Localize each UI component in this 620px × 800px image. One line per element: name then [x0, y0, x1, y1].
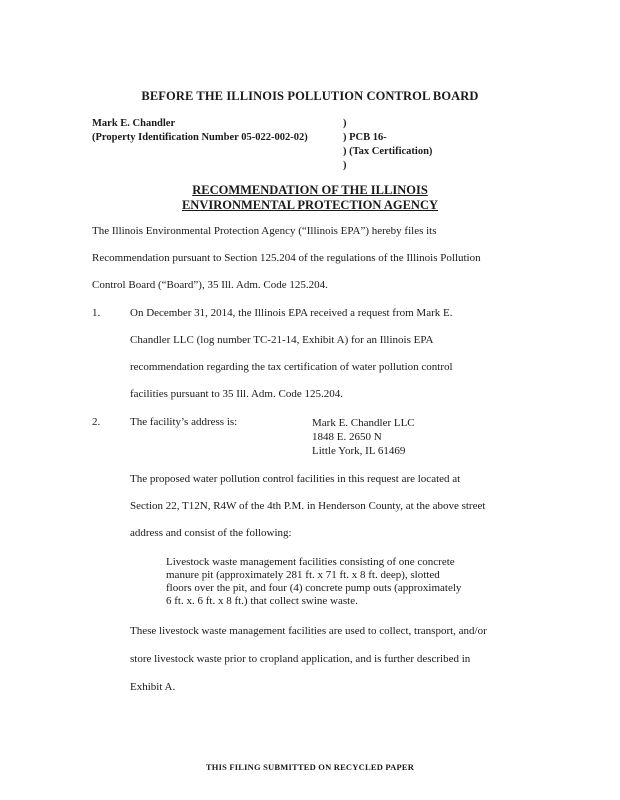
item-1-line-4: facilities pursuant to 35 Ill. Adm. Code 125.204.	[130, 388, 343, 400]
body-line-1: The proposed water pollution control facilities in this request are located at	[130, 473, 461, 485]
body-line-3: address and consist of the following:	[130, 527, 292, 539]
case-type: ) (Tax Certification)	[343, 146, 433, 157]
item-1-line-3: recommendation regarding the tax certification of water pollution control	[130, 361, 453, 373]
closing-line-3: Exhibit A.	[130, 681, 176, 693]
item-2-number: 2.	[92, 416, 101, 428]
item-1-line-1: On December 31, 2014, the Illinois EPA received a request from Mark E.	[130, 307, 453, 319]
caption-paren-bottom: )	[343, 160, 347, 171]
quote-line-4: 6 ft. x. 6 ft. x 8 ft.) that collect swine waste.	[166, 595, 358, 607]
facility-address-label: The facility’s address is:	[130, 416, 238, 428]
address-line-3: Little York, IL 61469	[312, 445, 406, 457]
address-line-2: 1848 E. 2650 N	[312, 431, 382, 443]
item-1-line-2: Chandler LLC (log number TC-21-14, Exhibit A) for an Illinois EPA	[130, 334, 434, 346]
item-1-number: 1.	[92, 307, 101, 319]
body-line-2: Section 22, T12N, R4W of the 4th P.M. in Henderson County, at the above street	[130, 500, 486, 512]
quote-line-1: Livestock waste management facilities consisting of one concrete	[166, 556, 455, 568]
recommendation-title-line1: RECOMMENDATION OF THE ILLINOIS	[192, 183, 428, 197]
quote-line-3: floors over the pit, and four (4) concrete pump outs (approximately	[166, 582, 462, 594]
case-number: ) PCB 16-	[343, 132, 387, 143]
closing-line-2: store livestock waste prior to cropland application, and is further described in	[130, 653, 471, 665]
intro-line-2: Recommendation pursuant to Section 125.204 of the regulations of the Illinois Pollution	[92, 252, 481, 264]
intro-line-3: Control Board (“Board”), 35 Ill. Adm. Code 125.204.	[92, 279, 328, 291]
party-name: Mark E. Chandler	[92, 118, 176, 129]
quote-line-2: manure pit (approximately 281 ft. x 71 ft. x 8 ft. deep), slotted	[166, 569, 440, 581]
caption-paren-top: )	[343, 118, 347, 129]
closing-line-1: These livestock waste management facilities are used to collect, transport, and/or	[130, 625, 487, 637]
intro-line-1: The Illinois Environmental Protection Agency (“Illinois EPA”) hereby files its	[92, 225, 437, 237]
recycled-paper-footer: THIS FILING SUBMITTED ON RECYCLED PAPER	[205, 762, 415, 772]
recommendation-title-line2: ENVIRONMENTAL PROTECTION AGENCY	[181, 198, 439, 212]
address-line-1: Mark E. Chandler LLC	[312, 417, 415, 429]
property-identification: (Property Identification Number 05-022-002-02)	[92, 132, 308, 143]
document-title: BEFORE THE ILLINOIS POLLUTION CONTROL BOARD	[141, 89, 479, 103]
